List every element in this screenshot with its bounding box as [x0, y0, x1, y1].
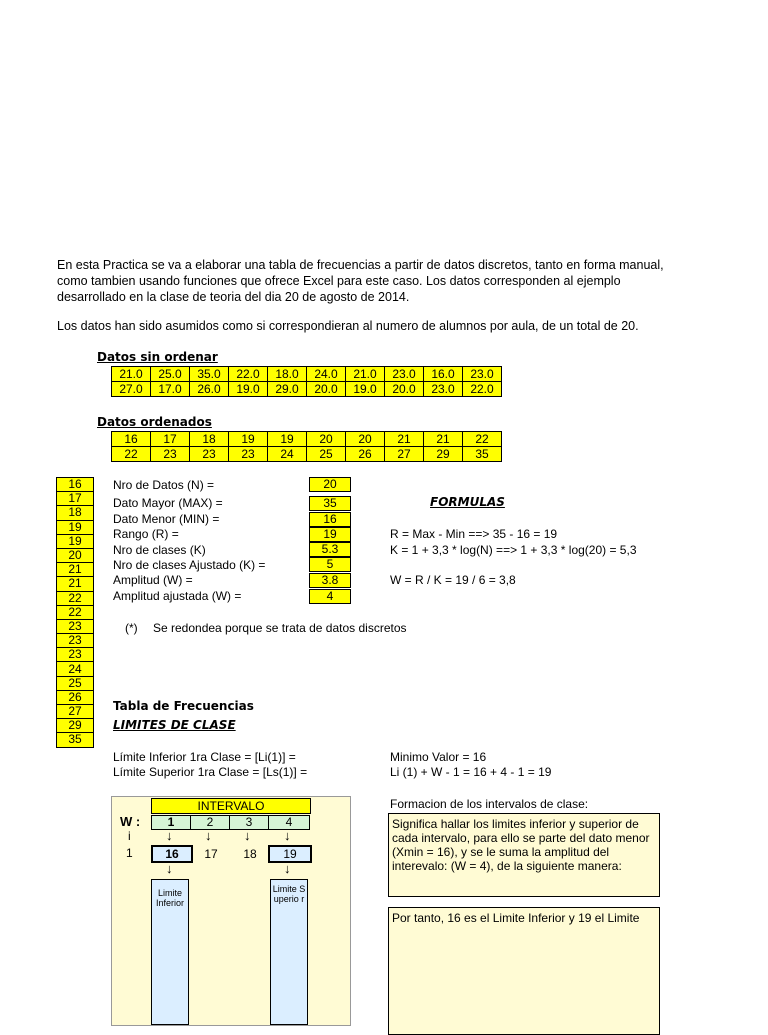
sorted-cell: 35: [463, 447, 502, 462]
sorted-cell: 22: [463, 432, 502, 447]
stat-value-range: 19: [309, 527, 351, 542]
unsorted-cell: 16.0: [424, 367, 463, 382]
upper-limit-box: Limite Superio r: [270, 879, 308, 1025]
sorted-cell: 25: [307, 447, 346, 462]
unsorted-cell: 23.0: [385, 367, 424, 382]
column-value-cell: 35: [57, 733, 94, 747]
unsorted-data-table: [111, 366, 502, 397]
stat-label-width-adjusted: Amplitud ajustada (W) =: [113, 589, 242, 603]
w-cell-4: 4: [268, 815, 310, 830]
column-value-cell: 22: [57, 591, 94, 605]
explanation-note-2: Por tanto, 16 es el Limite Inferior y 19 el Limite: [388, 907, 660, 1035]
range-cell-2: 17: [204, 847, 218, 861]
unsorted-cell: 22.0: [229, 367, 268, 382]
unsorted-cell: 20.0: [385, 382, 424, 397]
unsorted-cell: 21.0: [112, 367, 151, 382]
sorted-data-table: [111, 431, 502, 462]
sorted-title: Datos ordenados: [97, 415, 212, 429]
unsorted-cell: 23.0: [424, 382, 463, 397]
i-label: i: [128, 829, 131, 843]
stat-value-n: 20: [309, 477, 351, 492]
column-value-cell: 16: [57, 478, 94, 492]
down-arrow-icon: ↓: [284, 828, 291, 843]
sorted-cell: 16: [112, 432, 151, 447]
intro-paragraph-1: En esta Practica se va a elaborar una tabla de frecuencias a partir de datos discretos, tanto en forma manual, como tambien usando funciones que ofrece Excel para este caso. Los datos corresponden al ejemplo desarrollado en la clase de teoria del dia 20 de agosto de 2014.: [57, 258, 664, 304]
down-arrow-icon: ↓: [166, 861, 173, 876]
stat-label-n: Nro de Datos (N) =: [113, 478, 215, 492]
column-value-cell: 18: [57, 506, 94, 520]
unsorted-cell: 19.0: [346, 382, 385, 397]
unsorted-row: [112, 382, 502, 397]
range-cell-1: 16: [151, 845, 193, 863]
unsorted-cell: 21.0: [346, 367, 385, 382]
unsorted-cell: 20.0: [307, 382, 346, 397]
stat-label-classes: Nro de clases (K): [113, 543, 206, 557]
w-cell-2: 2: [190, 815, 230, 830]
sorted-row: [112, 447, 502, 462]
column-value-cell: 21: [57, 577, 94, 591]
upper-limit-label: Límite Superior 1ra Clase = [Ls(1)] =: [113, 765, 308, 779]
formula-classes: K = 1 + 3,3 * log(N) ==> 1 + 3,3 * log(20) = 5,3: [390, 543, 637, 557]
lower-limit-box: Limite Inferior: [151, 879, 189, 1025]
sorted-cell: 23: [151, 447, 190, 462]
w-cell-3: 3: [229, 815, 269, 830]
w-cell-1: 1: [151, 815, 191, 830]
range-cell-4: 19: [268, 845, 312, 863]
column-value-cell: 27: [57, 705, 94, 719]
lower-limit-calc: Minimo Valor = 16: [390, 750, 487, 764]
unsorted-cell: 22.0: [463, 382, 502, 397]
unsorted-cell: 27.0: [112, 382, 151, 397]
unsorted-cell: 19.0: [229, 382, 268, 397]
formula-range: R = Max - Min ==> 35 - 16 = 19: [390, 527, 558, 541]
sorted-row: [112, 432, 502, 447]
unsorted-cell: 23.0: [463, 367, 502, 382]
unsorted-row: [112, 367, 502, 382]
sorted-values-column: [56, 477, 94, 748]
column-value-cell: 19: [57, 534, 94, 548]
column-value-cell: 26: [57, 690, 94, 704]
sorted-cell: 19: [268, 432, 307, 447]
column-value-cell: 23: [57, 648, 94, 662]
down-arrow-icon: ↓: [166, 828, 173, 843]
sorted-cell: 24: [268, 447, 307, 462]
column-value-cell: 17: [57, 492, 94, 506]
stat-label-max: Dato Mayor (MAX) =: [113, 496, 223, 510]
footnote-mark: (*): [125, 621, 138, 635]
unsorted-cell: 18.0: [268, 367, 307, 382]
freq-title: Tabla de Frecuencias: [113, 699, 254, 713]
unsorted-title: Datos sin ordenar: [97, 350, 218, 364]
column-value-cell: 23: [57, 619, 94, 633]
sorted-cell: 18: [190, 432, 229, 447]
sorted-cell: 21: [385, 432, 424, 447]
column-value-cell: 24: [57, 662, 94, 676]
sorted-cell: 27: [385, 447, 424, 462]
column-value-cell: 22: [57, 605, 94, 619]
column-value-cell: 25: [57, 676, 94, 690]
stat-value-classes: 5.3: [309, 542, 351, 557]
stat-label-classes-adjusted: Nro de clases Ajustado (K) =: [113, 558, 266, 572]
column-value-cell: 19: [57, 520, 94, 534]
sorted-cell: 19: [229, 432, 268, 447]
down-arrow-icon: ↓: [244, 828, 251, 843]
sorted-cell: 21: [424, 432, 463, 447]
unsorted-cell: 24.0: [307, 367, 346, 382]
sorted-cell: 17: [151, 432, 190, 447]
stat-value-width: 3.8: [309, 573, 351, 588]
column-value-cell: 29: [57, 719, 94, 733]
sorted-cell: 22: [112, 447, 151, 462]
limits-title: LIMITES DE CLASE: [113, 718, 236, 732]
column-value-cell: 21: [57, 563, 94, 577]
range-cell-3: 18: [243, 847, 257, 861]
interval-header: INTERVALO: [151, 798, 311, 814]
sorted-cell: 23: [190, 447, 229, 462]
unsorted-cell: 25.0: [151, 367, 190, 382]
i-value: 1: [126, 846, 133, 860]
sorted-cell: 20: [307, 432, 346, 447]
stat-label-range: Rango (R) =: [113, 527, 179, 541]
explanation-note-1: Significa hallar los limites inferior y superior de cada intervalo, para ello se parte del dato menor (Xmin = 16), y se le suma la amplitud del interevalo: (W = 4), de la siguiente manera:: [388, 813, 660, 897]
stat-value-classes-adjusted: 5: [309, 557, 351, 572]
interval-diagram: [111, 796, 351, 1026]
lower-limit-label: Límite Inferior 1ra Clase = [Li(1)] =: [113, 750, 296, 764]
stat-value-width-adjusted: 4: [309, 589, 351, 604]
stat-value-max: 35: [309, 496, 351, 511]
stat-label-min: Dato Menor (MIN) =: [113, 512, 220, 526]
sorted-cell: 26: [346, 447, 385, 462]
column-value-cell: 23: [57, 634, 94, 648]
upper-limit-calc: Li (1) + W - 1 = 16 + 4 - 1 = 19: [390, 765, 552, 779]
sorted-cell: 29: [424, 447, 463, 462]
unsorted-cell: 35.0: [190, 367, 229, 382]
formulas-title: FORMULAS: [430, 495, 505, 509]
unsorted-cell: 29.0: [268, 382, 307, 397]
intro-paragraph-2: Los datos han sido asumidos como si correspondieran al numero de alumnos por aula, de un total de 20.: [57, 319, 639, 333]
sorted-cell: 20: [346, 432, 385, 447]
stat-value-min: 16: [309, 512, 351, 527]
unsorted-cell: 26.0: [190, 382, 229, 397]
sorted-cell: 23: [229, 447, 268, 462]
stat-label-width: Amplitud (W) =: [113, 573, 193, 587]
down-arrow-icon: ↓: [205, 828, 212, 843]
w-label: W :: [120, 814, 141, 829]
footnote-text: Se redondea porque se trata de datos discretos: [153, 621, 407, 635]
column-value-cell: 20: [57, 548, 94, 562]
explanation-title: Formacion de los intervalos de clase:: [390, 797, 589, 811]
formula-width: W = R / K = 19 / 6 = 3,8: [390, 573, 516, 587]
unsorted-cell: 17.0: [151, 382, 190, 397]
down-arrow-icon: ↓: [284, 861, 291, 876]
